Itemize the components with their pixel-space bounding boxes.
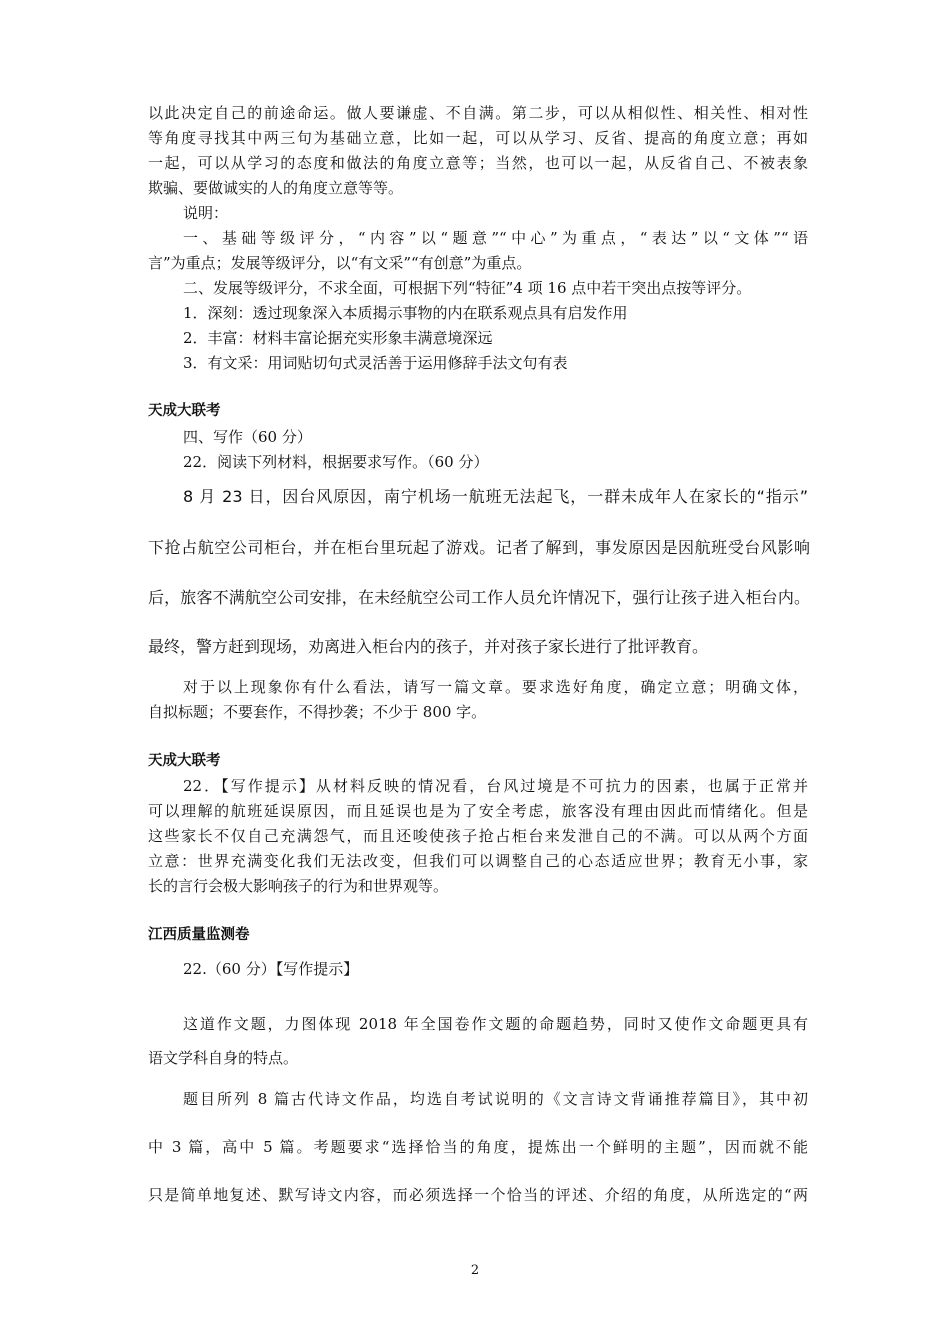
text-line: 可以理解的航班延误原因，而且延误也是为了安全考虑，旅客没有理由因此而情绪化。但是 — [148, 802, 808, 820]
text-line: 这些家长不仅自己充满怨气，而且还唆使孩子抢占柜台来发泄自己的不满。可以从两个方面 — [148, 827, 808, 845]
note-line: 言”为重点；发展等级评分，以“有文采”“有创意”为重点。 — [148, 254, 532, 272]
text-line: 立意：世界充满变化我们无法改变，但我们可以调整自己的心态适应世界；教育无小事，家 — [148, 852, 808, 870]
section-heading: 天成大联考 — [148, 403, 221, 419]
note-line: 二、发展等级评分，不求全面，可根据下列“特征”4 项 16 点中若干突出点按等评分。 — [183, 279, 752, 297]
text-line: 等角度寻找其中两三句为基础立意，比如一起，可以从学习、反省、提高的角度立意；再如 — [148, 129, 808, 147]
text-line: 一起，可以从学习的态度和做法的角度立意等；当然，也可以一起，从反省自己、不被表象 — [148, 154, 808, 172]
material-line: 下抢占航空公司柜台，并在柜台里玩起了游戏。记者了解到，事发原因是因航班受台风影响 — [148, 538, 810, 557]
text-line: 长的言行会极大影响孩子的行为和世界观等。 — [148, 877, 449, 895]
list-item: 3．有文采：用词贴切句式灵活善于运用修辞手法文句有表 — [183, 354, 568, 372]
note-title: 说明： — [183, 204, 229, 222]
section-heading: 天成大联考 — [148, 753, 221, 769]
text-line: 语文学科自身的特点。 — [148, 1049, 299, 1067]
text-line: 题目所列 8 篇古代诗文作品，均选自考试说明的《文言诗文背诵推荐篇目》，其中初 — [183, 1090, 808, 1108]
text-line: 只是简单地复述、默写诗文内容，而必须选择一个恰当的评述、介绍的角度，从所选定的“两 — [148, 1186, 808, 1204]
text-line: 22.（60 分）【写作提示】 — [183, 960, 359, 978]
note-line: 一、基础等级评分，“内容”以“题意”“中心”为重点，“表达”以“文体”“语 — [183, 229, 808, 247]
text-line: 这道作文题，力图体现 2018 年全国卷作文题的命题趋势，同时又使作文命题更具有 — [183, 1015, 808, 1033]
material-line: 最终，警方赶到现场，劝离进入柜台内的孩子，并对孩子家长进行了批评教育。 — [148, 637, 709, 656]
material-line: 后，旅客不满航空公司安排，在未经航空公司工作人员允许情况下，强行让孩子进入柜台内。 — [148, 588, 810, 607]
text-line: 22．阅读下列材料，根据要求写作。（60 分） — [183, 453, 489, 471]
list-item: 1．深刻：透过现象深入本质揭示事物的内在联系观点具有启发作用 — [183, 304, 628, 322]
text-line: 中 3 篇，高中 5 篇。考题要求“选择恰当的角度，提炼出一个鲜明的主题”，因而就不能 — [148, 1138, 808, 1156]
text-line: 22．【写作提示】从材料反映的情况看，台风过境是不可抗力的因素，也属于正常并 — [183, 777, 808, 795]
requirement-line: 自拟标题；不要套作，不得抄袭；不少于 800 字。 — [148, 703, 487, 721]
requirement-line: 对于以上现象你有什么看法，请写一篇文章。要求选好角度，确定立意；明确文体， — [183, 678, 808, 696]
page-number: 2 — [470, 1263, 480, 1278]
material-line: 8 月 23 日，因台风原因，南宁机场一航班无法起飞，一群未成年人在家长的“指示” — [183, 487, 808, 506]
text-line: 欺骗、要做诚实的人的角度立意等等。 — [148, 179, 404, 197]
section-heading: 江西质量监测卷 — [148, 927, 250, 943]
list-item: 2．丰富：材料丰富论据充实形象丰满意境深远 — [183, 329, 493, 347]
text-line: 四、写作（60 分） — [183, 428, 312, 446]
text-line: 以此决定自己的前途命运。做人要谦虚、不自满。第二步，可以从相似性、相关性、相对性 — [148, 104, 808, 122]
